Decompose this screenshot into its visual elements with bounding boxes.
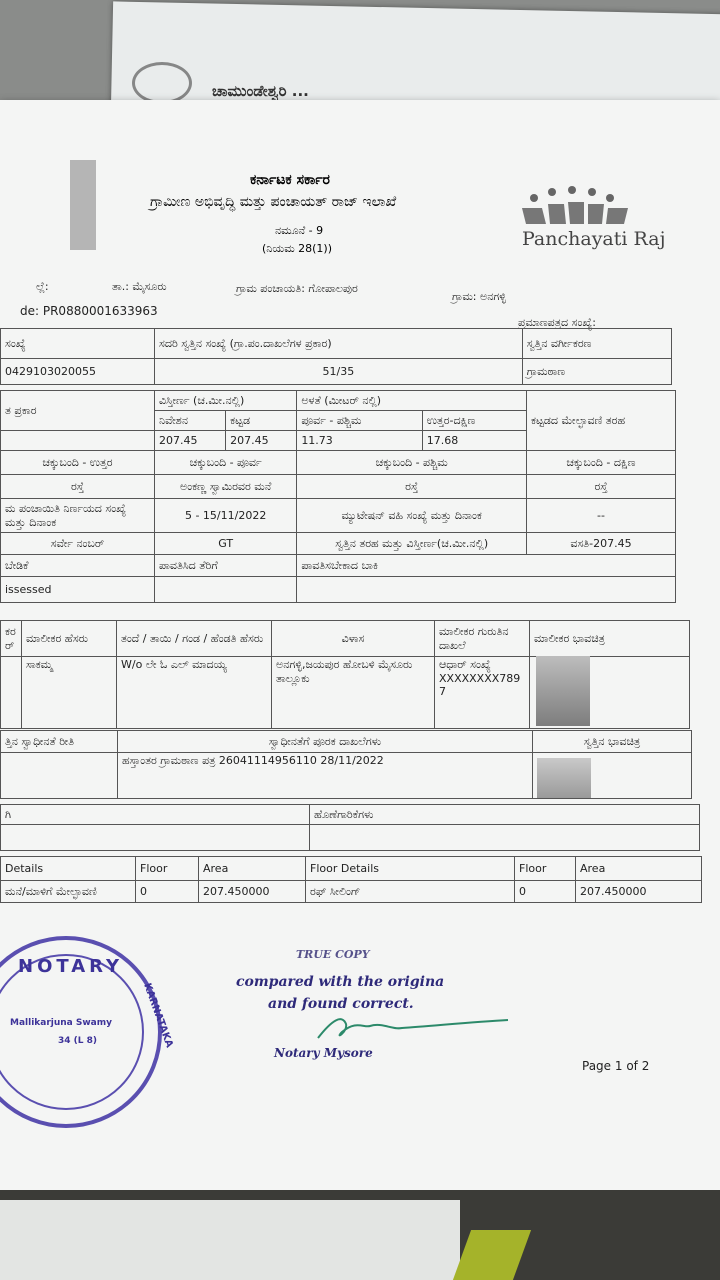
cell: ಸ್ವತ್ತಿನ ವರ್ಗೀಕರಣ xyxy=(522,329,671,359)
stamp-name: Mallikarjuna Swamy xyxy=(10,1018,113,1028)
paper-edge xyxy=(0,1200,460,1280)
cell: ಪಾವತಿಸಬೇಕಾದ ಬಾಕಿ xyxy=(297,555,676,577)
cell: ವಸತಿ-207.45 xyxy=(527,533,676,555)
cell: issessed xyxy=(1,577,155,603)
cell: ಬೇಡಿಕೆ xyxy=(1,555,155,577)
cell: ನಿವೇಶನ xyxy=(155,411,226,431)
cell: ರಸ್ತೆ xyxy=(527,475,676,499)
compared-line: compared with the origina xyxy=(236,974,445,990)
cell: ಚಕ್ಕುಬಂದಿ - ದಕ್ಷಿಣ xyxy=(527,451,676,475)
cell: ಮಾಲೀಕರ ಭಾವಚಿತ್ರ xyxy=(530,621,690,657)
cell: ಆಧಾರ್ ಸಂಖ್ಯೆ XXXXXXXX789 7 xyxy=(435,657,530,729)
dept-title: ಗ್ರಾಮೀಣ ಅಭಿವೃದ್ಧಿ ಮತ್ತು ಪಂಚಾಯತ್ ರಾಜ್ ಇಲಾಖೆ xyxy=(150,194,397,210)
cell: ಗ್ರಾಮಠಾಣ xyxy=(522,359,671,385)
cell: ಕಟ್ಟಡದ ಮೇಲ್ಛಾವಣಿ ತರಹ xyxy=(527,391,676,451)
stamp-number: 34 (L 8) xyxy=(58,1036,98,1046)
cell: ಮಾಲೀಕರ ಹೆಸರು xyxy=(22,621,117,657)
cell: 0 xyxy=(136,881,199,903)
cell: ಅನಗಳ್ಳಿ,ಜಯಪುರ ಹೋಬಳಿ ಮೈಸೂರು ತಾಲ್ಲೂಕು xyxy=(272,657,435,729)
cell: ಹಸ್ತಾಂತರ ಗ್ರಾಮಠಾಣ ಪತ್ರ 26041114956110 28/11/2022 xyxy=(118,753,533,799)
stamp-state: KARNATAKA xyxy=(141,981,175,1050)
cell: ತಂದೆ / ತಾಯಿ / ಗಂಡ / ಹೆಂಡತಿ ಹೆಸರು xyxy=(117,621,272,657)
liabilities-table xyxy=(0,804,700,851)
cell: 5 - 15/11/2022 xyxy=(155,499,297,533)
cell: Area xyxy=(199,857,306,881)
cell: 207.450000 xyxy=(199,881,306,903)
district-label: ಲ್ಲೆ: xyxy=(36,280,49,293)
cell: ಪಾವತಿಸಿದ ತೆರಿಗೆ xyxy=(155,555,297,577)
taluk-label: ತಾ.: ಮೈಸೂರು xyxy=(112,280,167,293)
floor-table xyxy=(0,856,702,903)
page-number: Page 1 of 2 xyxy=(582,1059,650,1073)
stamp-title: NOTARY xyxy=(18,956,124,977)
cell: ಕಟ್ಟಡ xyxy=(226,411,297,431)
owner-photo xyxy=(536,656,590,726)
desk-surface xyxy=(0,1190,720,1280)
rule-number: (ನಿಯಮ 28(1)) xyxy=(262,242,333,255)
panchayati-raj-label: Panchayati Raj xyxy=(522,228,666,250)
cell: ತ್ತಿನ ಸ್ವಾಧೀನತೆ ರೀತಿ xyxy=(1,731,118,753)
cell: ಚಕ್ಕುಬಂದಿ - ಪೂರ್ವ xyxy=(155,451,297,475)
background-emblem xyxy=(132,62,192,104)
cell: ಹೊಣೆಗಾರಿಕೆಗಳು xyxy=(310,805,700,825)
cell: ಕರ ರ್ xyxy=(1,621,22,657)
cell: ಸಂಖ್ಯೆ xyxy=(1,329,155,359)
background-header: ಚಾಮುಂಡೇಶ್ವರಿ ... xyxy=(212,82,309,100)
cell: 51/35 xyxy=(155,359,523,385)
karnataka-emblem-icon xyxy=(70,160,96,250)
cell: 0 xyxy=(515,881,576,903)
cell: 207.45 xyxy=(155,431,226,451)
cell: ಸ್ವಾಧೀನತೆಗೆ ಪೂರಕ ದಾಖಲೆಗಳು xyxy=(118,731,533,753)
cell: ಮ ಪಂಚಾಯಿತಿ ನಿರ್ಣಯದ ಸಂಖ್ಯೆ ಮತ್ತು ದಿನಾಂಕ xyxy=(1,499,155,533)
cell: ಪೂರ್ವ - ಪಶ್ಚಿಮ xyxy=(297,411,422,431)
cell: -- xyxy=(527,499,676,533)
stamp-inner-ring xyxy=(0,954,144,1110)
cell: ಸ್ವತ್ತಿನ ತರಹ ಮತ್ತು ವಿಸ್ತೀರ್ಣ(ಚ.ಮೀ.ನಲ್ಲಿ) xyxy=(297,533,527,555)
cell: ಮ್ಯುಟೇಷನ್ ವಹಿ ಸಂಖ್ಯೆ ಮತ್ತು ದಿನಾಂಕ xyxy=(297,499,527,533)
found-correct-line: and found correct. xyxy=(268,996,414,1012)
cell: ಅಂಕಣ್ಣ ಸ್ವಾಮಿರವರ ಮನೆ xyxy=(155,475,297,499)
cell: ವಿಳಾಸ xyxy=(272,621,435,657)
cell: 17.68 xyxy=(422,431,526,451)
cell: Floor xyxy=(515,857,576,881)
cell: ಚಕ್ಕುಬಂದಿ - ಉತ್ತರ xyxy=(1,451,155,475)
cell: GT xyxy=(155,533,297,555)
cell: ರಫ್ ಸೀಲಿಂಗ್ xyxy=(306,881,515,903)
gp-label: ಗ್ರಾಮ ಪಂಚಾಯತಿ: ಗೋಪಾಲಪುರ xyxy=(236,282,358,295)
cell: ಉತ್ತರ-ದಕ್ಷಿಣ xyxy=(422,411,526,431)
cell: 207.45 xyxy=(226,431,297,451)
cell: Area xyxy=(576,857,702,881)
cell: ಸದರಿ ಸ್ವತ್ತಿನ ಸಂಖ್ಯೆ (ಗ್ರಾ.ಪಂ.ದಾಖಲೆಗಳ ಪ್ರಕಾರ) xyxy=(155,329,523,359)
cell: ಮನೆ/ಮಾಳಿಗೆ ಮೇಲ್ಛಾವಣಿ xyxy=(1,881,136,903)
cell: ಗಿ xyxy=(1,805,310,825)
property-photo xyxy=(537,758,591,798)
cell: ಸ್ವತ್ತಿನ ಭಾವಚಿತ್ರ xyxy=(533,731,692,753)
notary-place-line: Notary Mysore xyxy=(274,1046,373,1060)
true-copy-line: TRUE COPY xyxy=(296,948,370,961)
cell: ರಸ್ತೆ xyxy=(297,475,527,499)
certificate-number-label: ಪ್ರಮಾಣಪತ್ರದ ಸಂಖ್ಯೆ: xyxy=(518,316,597,329)
form-number: ನಮೂನೆ - 9 xyxy=(275,224,324,237)
cell: Floor Details xyxy=(306,857,515,881)
village-label: ಗ್ರಾಮ: ಅನಗಳ್ಳಿ xyxy=(452,290,506,303)
govt-title: ಕರ್ನಾಟಕ ಸರ್ಕಾರ xyxy=(250,172,330,188)
cell: ತ ಪ್ರಕಾರ xyxy=(1,391,155,431)
cell: ವಿಸ್ತೀರ್ಣ (ಚ.ಮೀ.ನಲ್ಲಿ) xyxy=(155,391,297,411)
cell: ಮಾಲೀಕರ ಗುರುತಿನ ದಾಖಲೆ xyxy=(435,621,530,657)
cell: 0429103020055 xyxy=(1,359,155,385)
cell: ಸಾಕಮ್ಮ xyxy=(22,657,117,729)
notary-signature xyxy=(312,1010,512,1044)
property-table xyxy=(0,328,672,385)
dimensions-table xyxy=(0,390,676,603)
cell: W/o ಲೇ ಓ ಎಲ್ ಮಾದಯ್ಯ xyxy=(117,657,272,729)
cell: ಚಕ್ಕುಬಂದಿ - ಪಶ್ಚಿಮ xyxy=(297,451,527,475)
property-code: de: PR0880001633963 xyxy=(20,304,158,318)
cell: ರಸ್ತೆ xyxy=(1,475,155,499)
cell: Details xyxy=(1,857,136,881)
cell: ಅಳತೆ (ಮೀಟರ್ ನಲ್ಲಿ) xyxy=(297,391,527,411)
cell: Floor xyxy=(136,857,199,881)
cell: 11.73 xyxy=(297,431,422,451)
cell: ಸರ್ವೇ ನಂಬರ್ xyxy=(1,533,155,555)
cell: 207.450000 xyxy=(576,881,702,903)
